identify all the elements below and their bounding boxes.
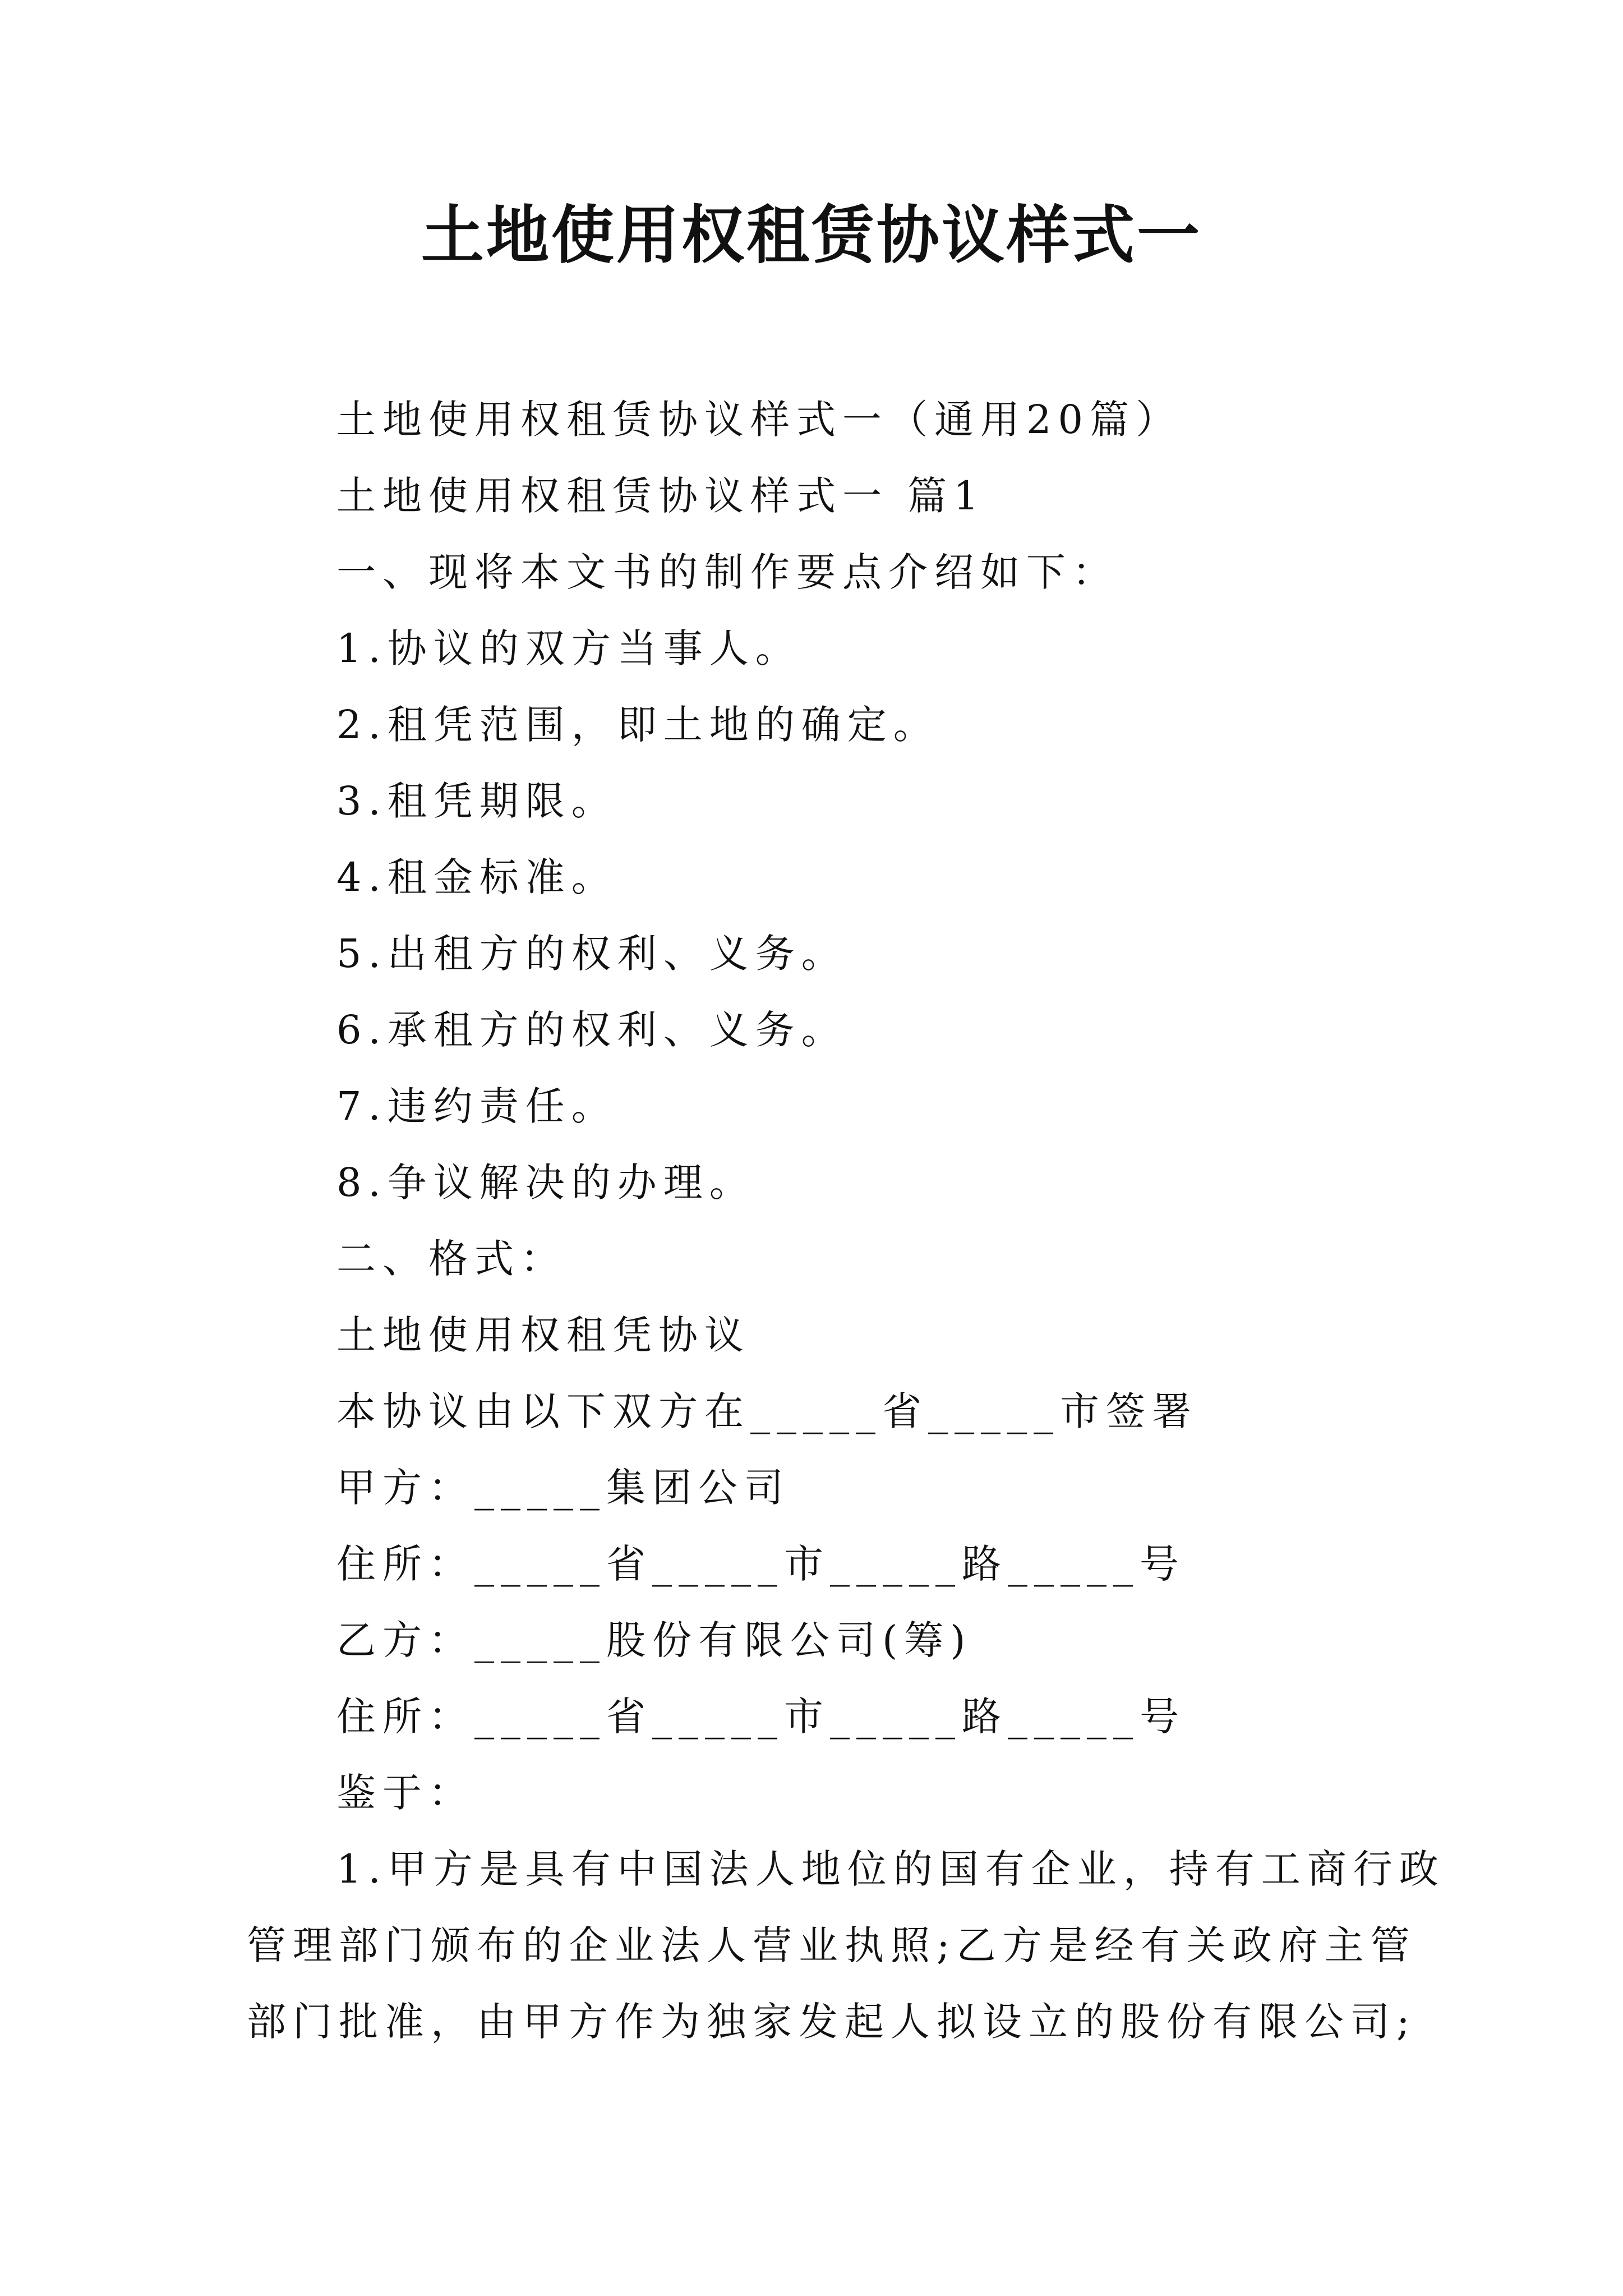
list-item: 5.出租方的权利、义务。 bbox=[336, 931, 847, 977]
document-title: 土地使用权租赁协议样式一 bbox=[421, 199, 1202, 272]
section-heading: 土地使用权租赁协议样式一 篇1 bbox=[336, 473, 985, 519]
text-line: 本协议由以下双方在_____省_____市签署 bbox=[336, 1388, 1198, 1434]
text-line: 鉴于： bbox=[336, 1770, 474, 1816]
list-item: 8.争议解决的办理。 bbox=[336, 1159, 755, 1205]
list-item: 4.租金标准。 bbox=[336, 854, 617, 900]
party-a-line: 甲方：_____集团公司 bbox=[336, 1465, 790, 1511]
list-item: 3.租凭期限。 bbox=[336, 778, 617, 824]
list-item: 2.租凭范围，即土地的确定。 bbox=[336, 702, 939, 748]
address-line: 住所：_____省_____市_____路_____号 bbox=[336, 1541, 1186, 1587]
address-line: 住所：_____省_____市_____路_____号 bbox=[336, 1694, 1186, 1740]
document-lines bbox=[336, 381, 1402, 1831]
paragraph-line: 部门批准，由甲方作为独家发起人拟设立的股份有限公司; bbox=[247, 1999, 1417, 2045]
list-item: 6.承租方的权利、义务。 bbox=[336, 1007, 847, 1053]
paragraph-line: 1.甲方是具有中国法人地位的国有企业，持有工商行政 bbox=[336, 1846, 1445, 1892]
list-item: 1.协议的双方当事人。 bbox=[336, 625, 801, 671]
paragraph-line: 管理部门颁布的企业法人营业执照;乙方是经有关政府主管 bbox=[247, 1922, 1417, 1968]
list-item: 7.违约责任。 bbox=[336, 1083, 617, 1129]
text-line: 二、格式： bbox=[336, 1236, 566, 1282]
agreement-title: 土地使用权租凭协议 bbox=[336, 1312, 750, 1358]
body-paragraph bbox=[247, 1831, 1445, 2060]
subtitle-line: 土地使用权租赁协议样式一（通用20篇） bbox=[336, 397, 1182, 443]
party-b-line: 乙方：_____股份有限公司(筹) bbox=[336, 1617, 972, 1663]
text-line: 一、现将本文书的制作要点介绍如下： bbox=[336, 549, 1118, 595]
